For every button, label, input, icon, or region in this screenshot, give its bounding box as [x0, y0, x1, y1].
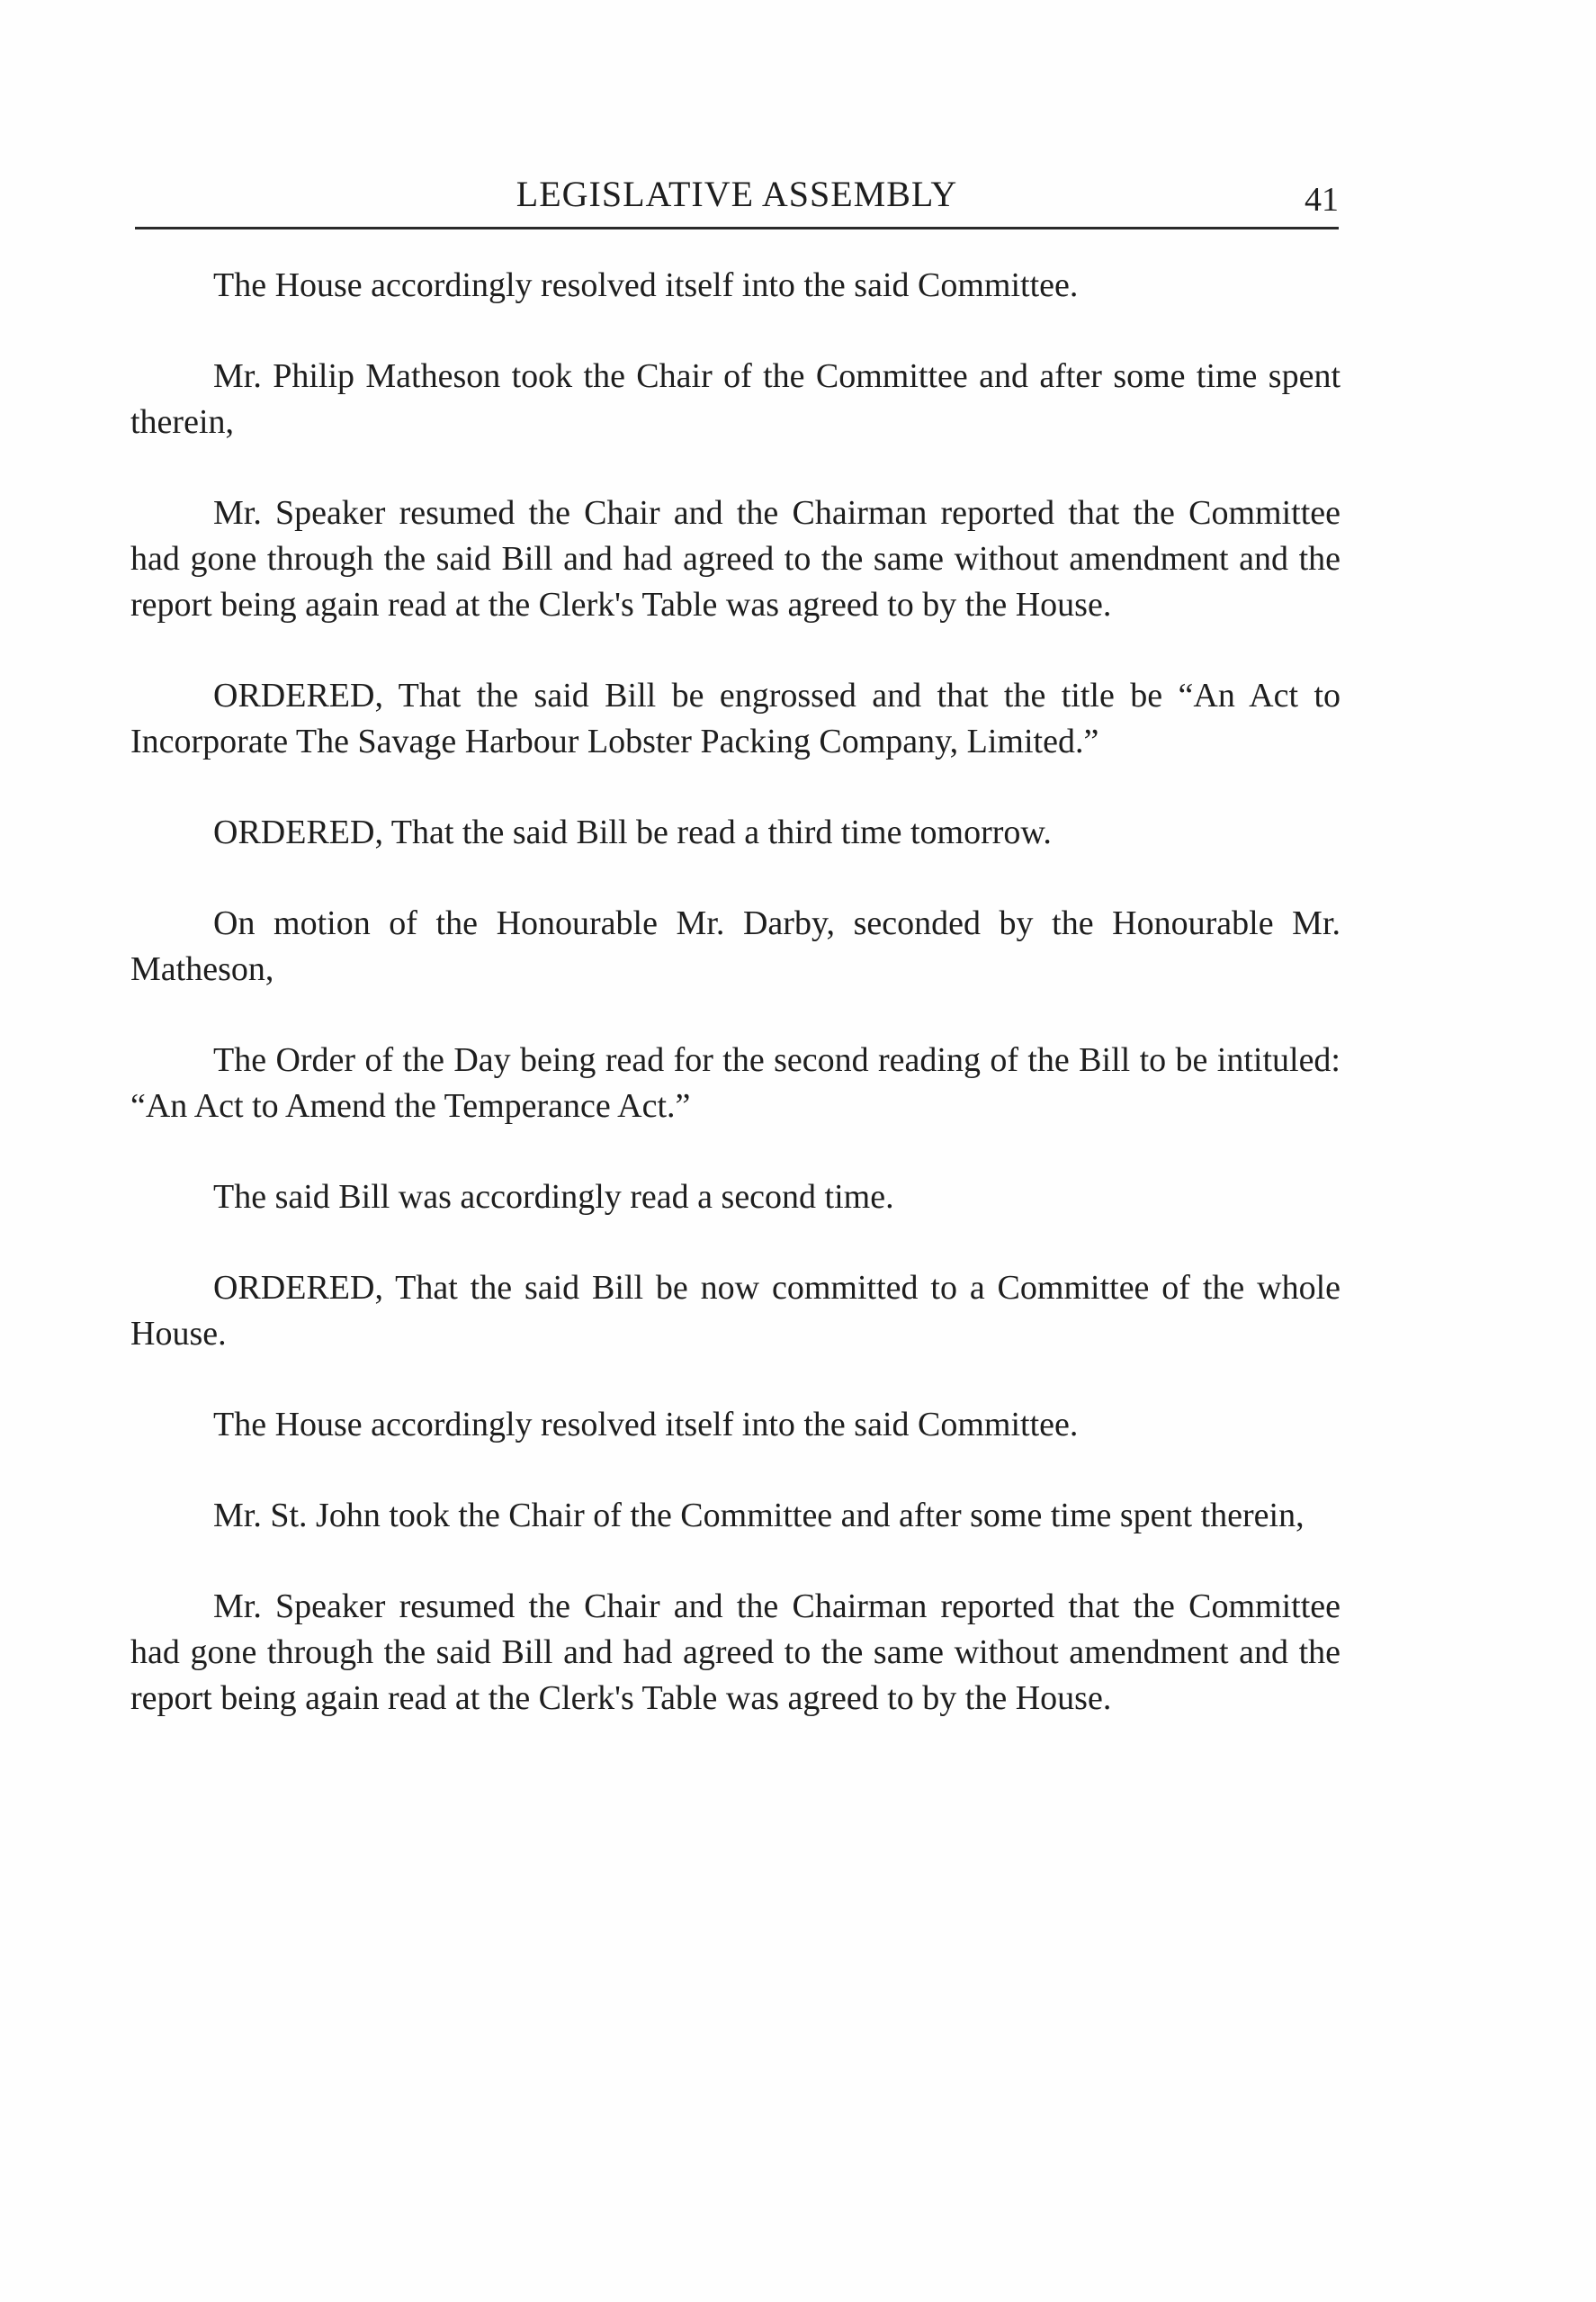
paragraph: The House accordingly resolved itself into the said Committee.	[213, 266, 1079, 304]
body-text	[130, 263, 1340, 1767]
page-number: 41	[1305, 181, 1339, 219]
paragraph: On motion of the Honourable Mr. Darby, seconded by the Honourable Mr. Matheson,	[130, 904, 1340, 988]
paragraph: ORDERED, That the said Bill be engrossed and that the title be “An Act to Incorporate The Savage Harbour Lobster Packing Company, Limited.”	[130, 677, 1340, 760]
paragraph: ORDERED, That the said Bill be read a third time tomorrow.	[213, 814, 1052, 851]
paragraph: The House accordingly resolved itself into the said Committee.	[213, 1406, 1079, 1443]
page-header	[135, 169, 1339, 229]
paragraph: Mr. Speaker resumed the Chair and the Chairman reported that the Committee had gone through the said Bill and had agreed to the same without amendment and the report being again read at the Clerk's Table was agreed to by the House.	[130, 1587, 1340, 1717]
paragraph: ORDERED, That the said Bill be now committed to a Committee of the whole House.	[130, 1269, 1340, 1353]
paragraph: Mr. Philip Matheson took the Chair of the Committee and after some time spent therein,	[130, 357, 1340, 441]
paragraph: The Order of the Day being read for the second reading of the Bill to be intituled: “An Act to Amend the Temperance Act.”	[130, 1041, 1340, 1125]
paragraph: The said Bill was accordingly read a second time.	[213, 1178, 894, 1216]
paragraph: Mr. St. John took the Chair of the Committee and after some time spent therein,	[213, 1497, 1305, 1534]
running-head: LEGISLATIVE ASSEMBLY	[516, 174, 958, 214]
paragraph: Mr. Speaker resumed the Chair and the Chairman reported that the Committee had gone through the said Bill and had agreed to the same without amendment and the report being again read at the Clerk's Table was agreed to by the House.	[130, 494, 1340, 624]
